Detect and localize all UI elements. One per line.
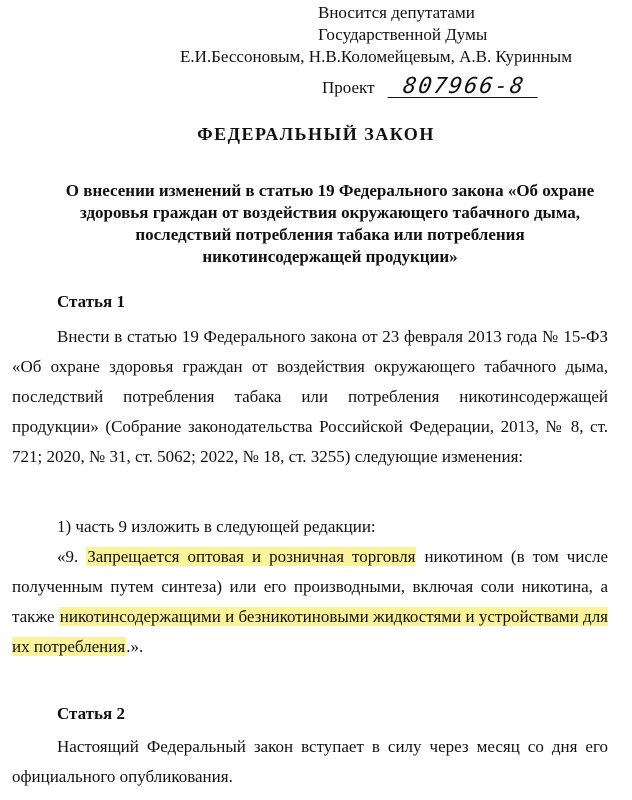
project-label: Проект [322,78,375,97]
project-number: 807966-8 [387,77,540,98]
article-2-text: Настоящий Федеральный закон вступает в силу через месяц со дня его официального опубликования. [12,737,608,786]
article-1-intro: Внести в статью 19 Федерального закона от 23 февраля 2013 года № 15-ФЗ «Об охране здоровья граждан от воздействия окружающего табачного дыма, последствий потребления табака или потребления никотинсодержащей продукции» (Собрание законодательства Российской Федерации, 2013, № 8, ст. 721; 2020, № 31, ст. 5062; 2022, № 18, ст. 3255) следующие изменения: [12,327,608,466]
article-1-heading: Статья 1 [57,292,125,311]
quote-open: «9. [57,547,87,566]
highlighted-text-2: никотинсодержащими и безникотиновыми жидкостями и устройствами для их потребления [12,607,608,656]
quote-close: .». [126,637,144,656]
submitter-line-1: Вносится депутатами [318,3,475,22]
article-2-heading: Статья 2 [57,704,125,723]
quote-middle: никотином (в том числе полученным путем синтеза) или его производными, включая соли никотина, а также [12,547,609,626]
project-row [322,74,539,102]
article-1-quote [12,542,608,662]
submitter-block [180,2,620,68]
law-subtitle: О внесении изменений в статью 19 Федерального закона «Об охране здоровья граждан от воздействия окружающего табачного дыма, последствий потребления табака или потребления никотинсодержащей продукции» [65,181,595,266]
highlighted-text-1: Запрещается оптовая и розничная торговля [87,547,416,566]
submitter-names: Е.И.Бессоновым, Н.В.Коломейцевым, А.В. Куринным [180,47,572,66]
submitter-line-2: Государственной Думы [318,25,488,44]
law-title: ФЕДЕРАЛЬНЫЙ ЗАКОН [197,124,435,144]
article-1-item-1: 1) часть 9 изложить в следующей редакции: [57,517,376,536]
